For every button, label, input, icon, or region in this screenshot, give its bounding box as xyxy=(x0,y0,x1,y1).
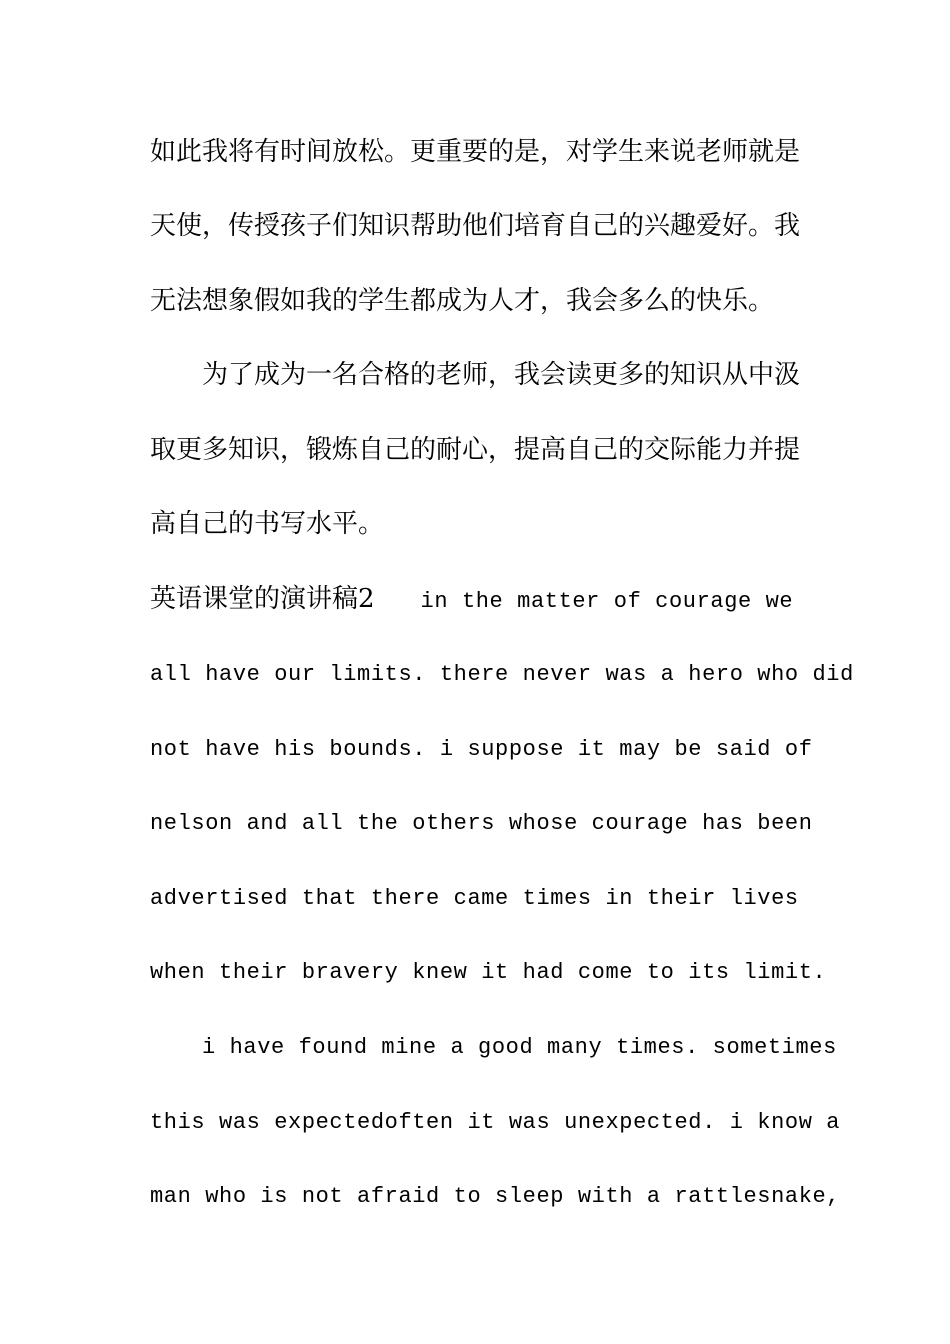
english-line: all have our limits. there never was a hero who did xyxy=(150,662,854,687)
paragraph-line: 取更多知识，锻炼自己的耐心，提高自己的交际能力并提 xyxy=(150,435,801,465)
english-line: this was expectedoften it was unexpected. i know a xyxy=(150,1110,841,1135)
english-line: when their bravery knew it had come to its limit. xyxy=(150,960,827,985)
section-heading-tail: in the matter of courage we xyxy=(420,589,794,614)
english-line: man who is not afraid to sleep with a rattlesnake, xyxy=(150,1184,841,1209)
paragraph-line: 无法想象假如我的学生都成为人才，我会多么的快乐。 xyxy=(150,286,775,316)
english-line: not have his bounds. i suppose it may be said of xyxy=(150,737,813,762)
paragraph-line: 天使，传授孩子们知识帮助他们培育自己的兴趣爱好。我 xyxy=(150,211,801,241)
english-line: advertised that there came times in their lives xyxy=(150,886,799,911)
paragraph-line: 如此我将有时间放松。更重要的是，对学生来说老师就是 xyxy=(150,137,801,167)
english-line: nelson and all the others whose courage has been xyxy=(150,811,813,836)
paragraph-line: 为了成为一名合格的老师，我会读更多的知识从中汲 xyxy=(202,360,801,390)
paragraph-line: 高自己的书写水平。 xyxy=(150,509,385,539)
english-line: i have found mine a good many times. sometimes xyxy=(202,1035,837,1060)
section-heading-title: 英语课堂的演讲稿2 xyxy=(150,584,375,614)
section-heading xyxy=(150,583,793,618)
